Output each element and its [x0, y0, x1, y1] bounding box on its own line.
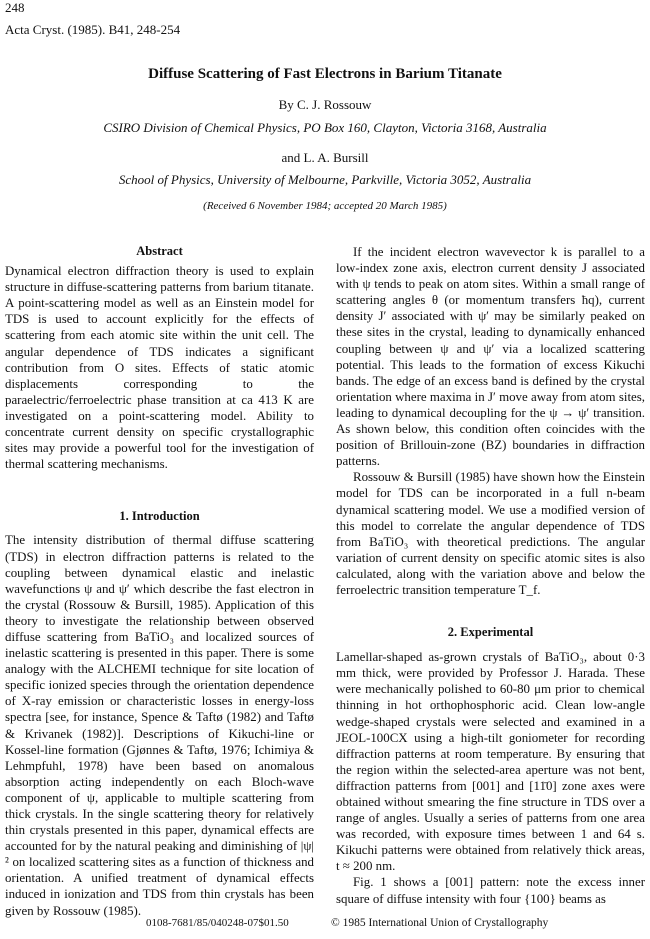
- journal-citation: Acta Cryst. (1985). B41, 248-254: [5, 22, 181, 37]
- left-column: [5, 243, 314, 919]
- paragraph-4: Fig. 1 shows a [001] pattern: note the excess inner square of diffuse intensity with four {100} beams as: [336, 875, 645, 906]
- introduction-text: The intensity distribution of thermal diffuse scattering (TDS) in electron diffraction patterns is related to the coupling between dynamical elastic and inelastic wavefunctions ψ and ψ′ which describe the fast electron in the crystal (Rossouw & Bursill, 1985). Application of this theory to investigate the relationship between observed diffuse scattering from BaTiO₃ and localized sources of inelastic scattering is presented in this paper. There is some analogy with the ALCHEMI technique for site location of specific ionized species through the orientation dependence of X-ray emission or characteristic losses in energy-loss spectra [see, for instance, Spence & Taftø (1982) and Taftø & Krivanek (1982)]. Descriptions of Kikuchi-line or Kossel-line formation (Gjønnes & Taftø, 1976; Ichimiya & Lehmpfuhl, 1978) have been based on anomalous absorption acting independently on each Bloch-wave component of ψ, applicable to multiple scattering from thick crystals. In the single scattering theory for relatively thin crystals presented in this paper, dynamical effects are accounted for by the natural peaking and diminishing of |ψ|² on localized scattering sites as a function of thickness and orientation. A unified treatment of dynamical effects induced in ionization and TDS from thin crystals has been given by Rossouw (1985).: [5, 533, 314, 918]
- paper-title: Diffuse Scattering of Fast Electrons in Barium Titanate: [148, 66, 502, 82]
- affiliation-2: School of Physics, University of Melbourne, Parkville, Victoria 3052, Australia: [118, 172, 532, 187]
- paragraph-3: Lamellar-shaped as-grown crystals of BaTiO₃, about 0·3 mm thick, were provided by Professor J. Harada. These were mechanically polished to 60-80 μm prior to chemical thinning in hot orthophosphoric acid. Clean low-angle wedge-shaped crystals were selected and examined in a JEOL-100CX using a high-tilt goniometer for recording diffraction patterns at room temperature. By ensuring that the region within the selected-area aperture was not bent, diffraction patterns from [001] and [11̄0] zone axes were obtained without smearing the fine structure in TDS over a range of angles. Usually a series of patterns from one area was recorded, with exposure times between 1 and 64 s. Kikuchi patterns were obtained from relatively thick areas, t ≈ 200 nm.: [336, 650, 645, 874]
- footer-copyright: © 1985 International Union of Crystallography: [331, 917, 549, 929]
- paragraph-2: Rossouw & Bursill (1985) have shown how the Einstein model for TDS can be incorporated in a full n-beam dynamical scattering model. We use a modified version of this model to correlate the angular dependence of TDS from BaTiO₃ with theoretical predictions. The angular variation of current density on specific atomic sites is also calculated, along with the variation above and below the ferroelectric transition temperature T_f.: [336, 470, 645, 597]
- affiliation-1: CSIRO Division of Chemical Physics, PO Box 160, Clayton, Victoria 3168, Australia: [103, 120, 547, 135]
- author-1: By C. J. Rossouw: [278, 97, 372, 112]
- abstract-heading: Abstract: [136, 244, 183, 258]
- received-dates: (Received 6 November 1984; accepted 20 March 1985): [203, 200, 447, 212]
- author-2: and L. A. Bursill: [281, 150, 369, 165]
- page-number: 248: [5, 0, 25, 15]
- abstract-text: Dynamical electron diffraction theory is used to explain structure in diffuse-scattering patterns from barium titanate. A point-scattering model as well as an Einstein model for TDS is used to account explicitly for the effects of scattering from each atomic site within the unit cell. The angular dependence of TDS indicates a significant contribution from O sites. Effects of static atomic displacements corresponding to the paraelectric/ferroelectric phase transition at ca 413 K are investigated on a point-scattering model. Ability to concentrate current density on specific crystallographic sites may provide a powerful tool for the investigation of thermal scattering mechanisms.: [5, 264, 314, 472]
- introduction-heading: 1. Introduction: [119, 509, 200, 524]
- paragraph-1: If the incident electron wavevector k is parallel to a low-index zone axis, electron current density J associated with ψ tends to peak on atom sites. Within a small range of scattering angles θ (or momentum transfers ħq), current density J′ associated with ψ′ may be similarly peaked on these sites in the crystal, leading to dynamically enhanced coupling between ψ and ψ′ via a localized scattering potential. This leads to the formation of excess Kikuchi bands. The edge of an excess band is defined by the crystal orientation where maxima in J′ move away from atom sites, leading to dynamical decoupling for the ψ → ψ′ transition. As shown below, this condition often coincides with the position of Brillouin-zone (BZ) boundaries in diffraction patterns.: [336, 245, 645, 469]
- footer-code: 0108-7681/85/040248-07$01.50: [146, 917, 289, 929]
- right-column: [336, 244, 645, 907]
- experimental-heading: 2. Experimental: [447, 625, 534, 640]
